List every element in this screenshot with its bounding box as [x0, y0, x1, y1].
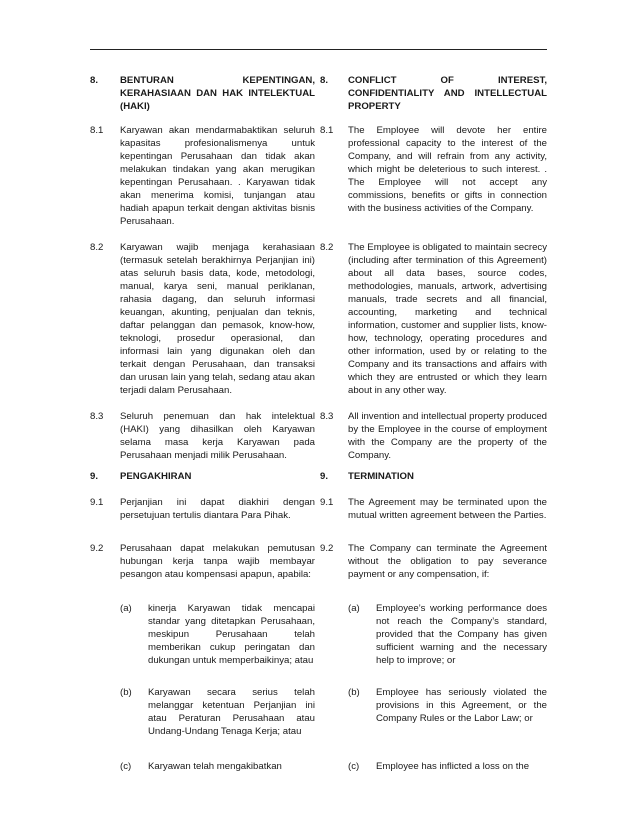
left-item-c-text: Karyawan telah mengakibatkan — [148, 761, 282, 772]
left-clause-9-2-number: 9.2 — [90, 543, 104, 554]
left-section-8-number: 8. — [90, 75, 99, 86]
right-item-c-text: Employee has inflicted a loss on the — [376, 761, 530, 772]
header-rule — [90, 49, 547, 50]
left-clause-8-1-text: Karyawan akan mendarmabaktikan seluruh kapasitas profesionalismenya untuk kepentingan Perusahaan dan tidak akan melakukan tindakan yang akan merugikan kepentingan Perusahaan. . Karyawan tidak akan menerima komisi, tunjangan atau hadiah apapun terkait dengan aktivitas bisnis Perusahaan. — [120, 125, 315, 227]
right-clause-8-3-text: All invention and intellectual property produced by the Employee in the course of employment with the Company are the property of the Company. — [348, 411, 547, 461]
right-item-a-text: Employee’s working performance does not reach the Company’s standard, provided that the Company has given sufficient warning and the necessary help to improve; or — [376, 603, 547, 666]
left-clause-8-2-text: Karyawan wajib menjaga kerahasiaan (termasuk setelah berakhirnya Perjanjian ini) atas seluruh basis data, kode, metodologi, manual, karya seni, manual periklanan, rahasia dagang, dan seluruh informasi keuangan, akunting, penjualan dan teknis, daftar pelanggan dan pemasok, know-how, teknologi, prosedur operasional, dan informasi lain yang digunakan oleh dan terkait dengan Perusahaan, dan transaksi dan urusan lain yang telah, sedang atau akan terjadi dalam Perusahaan. — [120, 242, 315, 396]
left-section-9-title: PENGAKHIRAN — [120, 471, 192, 482]
right-clause-8-1-number: 8.1 — [320, 125, 334, 136]
left-clause-8-3-number: 8.3 — [90, 411, 104, 422]
right-clause-8-2-number: 8.2 — [320, 242, 334, 253]
right-clause-9-1-number: 9.1 — [320, 497, 334, 508]
left-clause-8-2-number: 8.2 — [90, 242, 104, 253]
left-clause-9-1-number: 9.1 — [90, 497, 104, 508]
right-clause-9-2-number: 9.2 — [320, 543, 334, 554]
right-clause-9-2-text: The Company can terminate the Agreement without the obligation to pay severance payment or any compensation, if: — [348, 543, 547, 580]
right-clause-9-1-text: The Agreement may be terminated upon the mutual written agreement between the Parties. — [348, 497, 547, 521]
right-item-b-text: Employee has seriously violated the provisions in this Agreement, or the Company Rules or the Labor Law; or — [376, 687, 547, 724]
right-section-8-title: CONFLICT OF INTEREST, CONFIDENTIALITY AND INTELLECTUAL PROPERTY — [348, 75, 547, 112]
right-section-9-title: TERMINATION — [348, 471, 414, 482]
right-clause-8-3-number: 8.3 — [320, 411, 334, 422]
left-item-c-label: (c) — [120, 761, 132, 772]
left-section-9-number: 9. — [90, 471, 99, 482]
left-clause-9-2-text: Perusahaan dapat melakukan pemutusan hubungan kerja tanpa wajib membayar pesangon atau kompensasi apapun, apabila: — [120, 543, 315, 580]
left-clause-9-1-text: Perjanjian ini dapat diakhiri dengan persetujuan tertulis diantara Para Pihak. — [120, 497, 315, 521]
right-clause-8-1-text: The Employee will devote her entire professional capacity to the interest of the Company, and will refrain from any activity, which might be deleterious to such interest. . The Employee will not accept any commissions, benefits or gifts in connection with the business activities of the Company. — [348, 125, 547, 214]
left-item-a-label: (a) — [120, 603, 132, 614]
right-item-a-label: (a) — [348, 603, 360, 614]
right-item-c-label: (c) — [348, 761, 360, 772]
right-clause-8-2-text: The Employee is obligated to maintain secrecy (including after termination of this Agreement) about all data bases, source codes, methodologies, manuals, artwork, advertising manuals, trade secrets and all financial, accounting, marketing and technical information, customer and supplier lists, know-how, technology, operating procedures and other information, used by or relating to the Company and its transactions and affairs with which they are entrusted or which they learn about in any other way. — [348, 242, 547, 396]
left-section-8-title: BENTURAN KEPENTINGAN, KERAHASIAAN DAN HAK INTELEKTUAL (HAKI) — [120, 75, 315, 112]
left-item-b-label: (b) — [120, 687, 132, 698]
right-section-8-number: 8. — [320, 75, 329, 86]
left-clause-8-1-number: 8.1 — [90, 125, 104, 136]
left-item-a-text: kinerja Karyawan tidak mencapai standar yang ditetapkan Perusahaan, meskipun Perusahaan telah memberikan cukup peringatan dan dukungan untuk memperbaikinya; atau — [148, 603, 315, 666]
right-section-9-number: 9. — [320, 471, 329, 482]
left-item-b-text: Karyawan secara serius telah melanggar ketentuan Perjanjian ini atau Peraturan Perusahaan atau Undang-Undang Tenaga Kerja; atau — [148, 687, 315, 737]
right-item-b-label: (b) — [348, 687, 360, 698]
left-clause-8-3-text: Seluruh penemuan dan hak intelektual (HAKI) yang dihasilkan oleh Karyawan selama masa kerja Karyawan pada Perusahaan menjadi milik Perusahaan. — [120, 411, 315, 461]
